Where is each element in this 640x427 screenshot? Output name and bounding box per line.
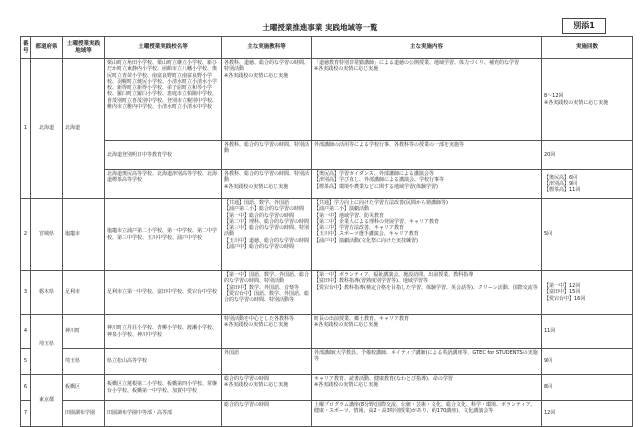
- count-cell: 20回: [542, 141, 633, 170]
- header-content: 主な実施内容: [312, 37, 542, 59]
- count-cell: 【第一中】12回 【富田中】15回 【愛宕台中】16回: [542, 271, 633, 315]
- prefecture-cell: 東京都: [31, 375, 63, 427]
- prefecture-cell: 北海道: [31, 59, 63, 199]
- content-cell: 土曜プログラム講座(8分野(国際交流、伝統・芸術・文化、総合文化、科学・環境、ボランティア、健康・スポーツ、情報、高2・高3特別授業)があり、約170講座)、文化講演会等: [312, 401, 542, 427]
- attachment-label: 別添1: [562, 18, 606, 34]
- table-row: [21, 141, 633, 170]
- schools-cell: 田園調布学園中等部・高等部: [105, 401, 222, 427]
- schools-cell: 塩竈市立浦戸第二小学校、第一中学校、第二中学校、第三中学校、玉川中学校、浦戸中学校: [105, 199, 222, 271]
- region-cell: 北海道: [63, 59, 105, 199]
- row-number: 1: [21, 59, 31, 199]
- subjects-cell: 外国語: [222, 349, 312, 375]
- subjects-cell: 各教科、総合的な学習の時間、特別活動 ※各実践校の実情に応じ実施: [222, 170, 312, 199]
- row-number: 6: [21, 375, 31, 401]
- row-number: 4: [21, 315, 31, 349]
- row-number: 7: [21, 401, 31, 427]
- table-row: [21, 59, 633, 141]
- region-cell: 足利市: [63, 271, 105, 315]
- count-cell: 5回: [542, 199, 633, 271]
- content-cell: 【共通】学力向上に向けた学習方法改善(民間から塾講師等) 【浦戸第二小】演劇活動 【第一中】地域学習、防災教育 【第二中】企業人による理科の発展学習、キャリア教育 【第三中】学習方法改善、キャリア教育 【玉川中】スポーツ選手講演会、キャリア教育 【浦戸中】演劇活動(文化祭に向けた実技練習): [312, 199, 542, 271]
- content-cell: 【奥尻高】学習ガイダンス、外部講師による講演会等 【津別高】学び直し、外部講師による講演会、学校行事等 【標茶高】環境や農業などに関する地域学習(体験学習): [312, 170, 542, 199]
- count-cell: 8～12回 ※各実践校の実情に応じ実施: [542, 59, 633, 141]
- schools-cell: 栗山町立角田小学校、栗山町立継立小学校、新ひだか町立東静内小学校、函館市立八幡小学校、奥尻町立青苗小学校、南富良野町立南富良野小学校、羽幌町立焼尻小学校、小清水町立小清水小学校、新得町立新得小学校、弟子屈町立和琴小学校、羅臼町立羅臼小学校、恵庭市立柏陽中学校、喜茂別町立喜茂別中学校、登別市立幌別中学校、稚内市立稚内中学校、小清水町立小清水中学校: [105, 59, 222, 141]
- content-cell: 外部講師の活用等による学校行事、各教科等の授業の一部を実施等: [312, 141, 542, 170]
- header-prefecture: 都道府県: [31, 37, 63, 59]
- count-cell: 【奥尻高】6回 【津別高】9回 【標茶高】11回: [542, 170, 633, 199]
- table-row: [21, 170, 633, 199]
- header-subjects: 主な実施教科等: [222, 37, 312, 59]
- region-cell: 埼玉県: [63, 349, 105, 375]
- schools-cell: 板橋区立蓮根第二小学校、板橋第四小学校、常盤台小学校、板橋第一中学校、加賀中学校: [105, 375, 222, 401]
- subjects-cell: 特別活動を中心とした各教科等 ※各実践校の実情に応じ実施: [222, 315, 312, 349]
- row-number: 5: [21, 349, 31, 375]
- subjects-cell: 各教科、道徳、総合的な学習の時間、特別活動 ※各実践校の実情に応じ実施: [222, 59, 312, 141]
- schools-cell: 北海道奥尻高等学校、北海道津別高等学校、北海道標茶高等学校: [105, 170, 222, 199]
- content-cell: 「道徳教育特別非常勤講師」による道徳の公開授業、地域学習、体力づくり、補充的な学習 ※各実践校の実情に応じ実施: [312, 59, 542, 141]
- region-cell: 塩竈市: [63, 199, 105, 271]
- subjects-cell: 総合的な学習の時間: [222, 401, 312, 427]
- table-row: [21, 349, 633, 375]
- region-cell: 神川町: [63, 315, 105, 349]
- region-cell: 板橋区: [63, 375, 105, 401]
- schools-cell: 北海道登別明日中等教育学校: [105, 141, 222, 170]
- content-cell: 町長の出前授業、郷土教育、キャリア教育 ※各実践校の実情に応じ実施: [312, 315, 542, 349]
- table-row: [21, 375, 633, 401]
- row-number: 2: [21, 199, 31, 271]
- count-cell: 8回: [542, 375, 633, 401]
- header-region: 土曜授業実践地域等: [63, 37, 105, 59]
- region-cell: 田園調布学園: [63, 401, 105, 427]
- schools-cell: 神川町立丹荘小学校、青柳小学校、渡瀬小学校、神泉小学校、神川中学校: [105, 315, 222, 349]
- table-row: [21, 401, 633, 427]
- count-cell: 9回: [542, 349, 633, 375]
- subjects-cell: 各教科、総合的な学習の時間、特別活動: [222, 141, 312, 170]
- header-schools: 土曜授業実践校名等: [105, 37, 222, 59]
- practice-regions-table: [20, 36, 633, 427]
- table-row: [21, 271, 633, 315]
- subjects-cell: 総合的な学習の時間 ※各実践校の実情に応じ実施: [222, 375, 312, 401]
- prefecture-cell: 宮城県: [31, 199, 63, 271]
- prefecture-cell: 埼玉県: [31, 315, 63, 375]
- schools-cell: 県立松山高等学校: [105, 349, 222, 375]
- header-row: [21, 37, 633, 59]
- table-row: [21, 199, 633, 271]
- content-cell: 【第一中】ボランティア、福祉講演会、施設訪問、出前授業、教科指導 【富田中】教科指導(習熟度別学習等)、地域学習等 【愛宕台中】教科指導(検定合格を目指した学習、体験学習、英会話等)、クリーン活動、国際交流等: [312, 271, 542, 315]
- content-cell: 外部講師(大学教員、予備校講師、ネイティブ講師)による英語講座等、GTEC for STUDENTSの実施等: [312, 349, 542, 375]
- subjects-cell: 【共通】国語、数学、外国語 【浦戸第二小】総合的な学習の時間 【第一中】総合的な学習の時間 【第二中】理科、総合的な学習の時間 【第三中】総合的な学習の時間、特別活動 【玉川中】道徳、総合的な学習の時間 【浦戸中】総合的な学習の時間: [222, 199, 312, 271]
- header-count: 実施回数: [542, 37, 633, 59]
- table-row: [21, 315, 633, 349]
- schools-cell: 足利市立第一中学校、富田中学校、愛宕台中学校: [105, 271, 222, 315]
- subjects-cell: 【第一中】国語、数学、外国語、総合的な学習の時間、特別活動 【富田中】数学、外国語、音楽等 【愛宕台中】国語、数学、外国語、総合的な学習の時間、特別活動等: [222, 271, 312, 315]
- count-cell: 11回: [542, 315, 633, 349]
- content-cell: キャリア教育、読書活動、健康教育(なわとび指導)、命の学習 ※各実践校の実情に応じ実施: [312, 375, 542, 401]
- row-number: 3: [21, 271, 31, 315]
- header-number: 番号: [21, 37, 31, 59]
- count-cell: 12回: [542, 401, 633, 427]
- prefecture-cell: 栃木県: [31, 271, 63, 315]
- document-title: 土曜授業推進事業 実践地域等一覧: [262, 23, 378, 32]
